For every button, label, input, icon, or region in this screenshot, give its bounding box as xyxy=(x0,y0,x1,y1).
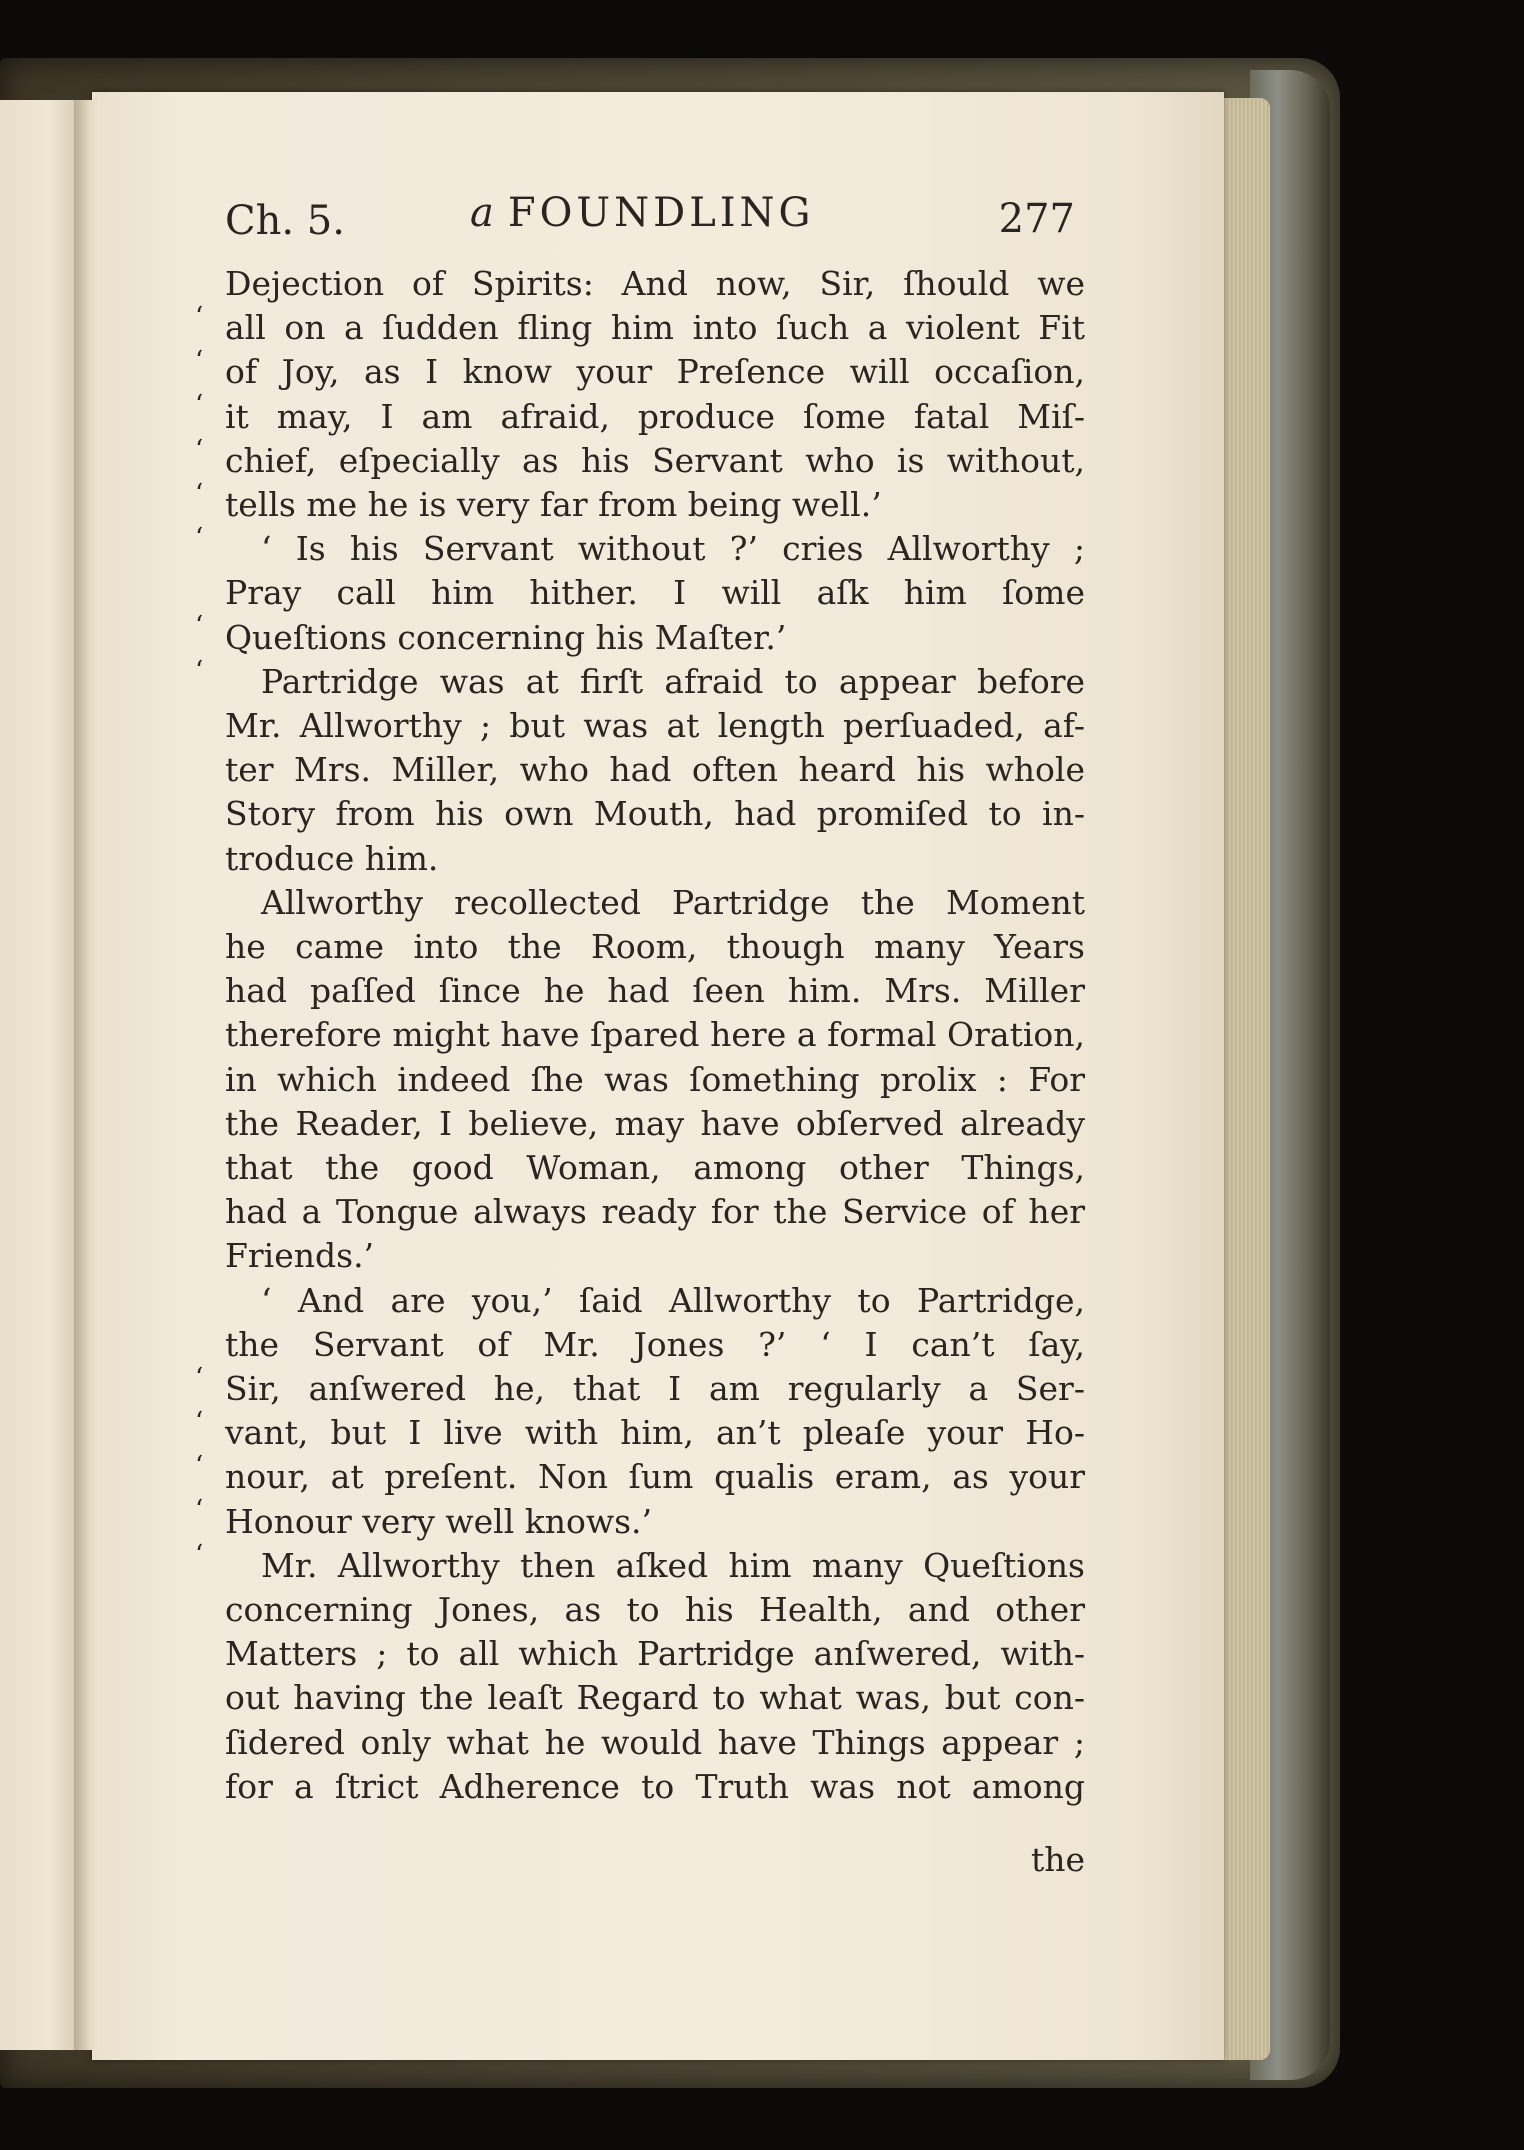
line-text: the Reader, I believe, may have obſerved already xyxy=(225,1103,1085,1143)
line-text: Sir, anſwered he, that I am regularly a Ser- xyxy=(225,1369,1085,1408)
text-line xyxy=(225,704,1085,748)
line-text: it may, I am afraid, produce ſome fatal Miſ- xyxy=(225,396,1085,436)
line-text: concerning Jones, as to his Health, and other xyxy=(225,1590,1085,1629)
quote-mark-glyph: ‘ xyxy=(195,1362,204,1393)
running-title-prefix: a xyxy=(470,190,498,236)
text-line xyxy=(225,881,1085,925)
line-text: Partridge was at firſt afraid to appear before xyxy=(261,661,1085,701)
quote-mark-glyph: ‘ xyxy=(195,1539,204,1570)
line-text: Queſtions concerning his Maſter.’ xyxy=(225,617,787,657)
text-line xyxy=(225,527,1085,571)
line-text: out having the leaſt Regard to what was, but con- xyxy=(225,1678,1085,1718)
book-gutter xyxy=(74,100,100,2050)
text-line xyxy=(225,1279,1085,1323)
text-line xyxy=(225,837,1085,881)
text-line xyxy=(225,1190,1085,1234)
line-text: had a Tongue always ready for the Service of her xyxy=(225,1192,1085,1232)
line-text: troduce him. xyxy=(225,838,439,878)
text-line xyxy=(225,792,1085,836)
text-line xyxy=(225,1544,1085,1588)
quote-mark-glyph: ‘ xyxy=(195,1407,204,1437)
text-line xyxy=(225,1234,1085,1278)
line-text: for a ſtrict Adherence to Truth was not among xyxy=(225,1766,1085,1806)
line-text: Honour very well knows.’ xyxy=(225,1501,653,1541)
text-line xyxy=(225,1676,1085,1720)
quote-mark-glyph: ‘ xyxy=(195,390,204,421)
text-line xyxy=(225,1102,1085,1146)
line-text: he came into the Room, though many Years xyxy=(225,927,1085,966)
running-title-text: FOUNDLING xyxy=(507,190,815,236)
line-text: Friends.’ xyxy=(225,1236,375,1276)
text-line xyxy=(225,1013,1085,1057)
left-page xyxy=(0,100,82,2050)
text-line xyxy=(225,1058,1085,1102)
text-line xyxy=(225,1765,1085,1809)
running-head xyxy=(225,190,1085,252)
text-line xyxy=(225,1632,1085,1676)
quote-mark-glyph: ‘ xyxy=(195,655,204,686)
text-line xyxy=(225,969,1085,1013)
quote-mark-glyph: ‘ xyxy=(195,523,204,553)
line-text: Mr. Allworthy ; but was at length perſuaded, af- xyxy=(225,706,1085,745)
line-text: the Servant of Mr. Jones ?’ ‘ I can’t ſay, xyxy=(225,1324,1085,1364)
line-text: Mr. Allworthy then aſked him many Queſtions xyxy=(261,1545,1085,1585)
quote-mark-glyph: ‘ xyxy=(195,302,204,332)
line-text: ſidered only what he would have Things appear ; xyxy=(225,1722,1085,1762)
line-text: Dejection of Spirits: And now, Sir, ſhould we xyxy=(225,264,1085,303)
quote-mark-glyph: ‘ xyxy=(195,1451,204,1482)
quote-mark-glyph: ‘ xyxy=(195,1495,204,1526)
quote-mark-glyph: ‘ xyxy=(195,434,204,465)
line-text: ‘ Is his Servant without ?’ cries Allworthy ; xyxy=(261,529,1085,569)
line-text: therefore might have ſpared here a formal Oration, xyxy=(225,1015,1085,1055)
line-text: ‘ And are you,’ ſaid Allworthy to Partridge, xyxy=(261,1280,1085,1320)
quote-mark-glyph: ‘ xyxy=(195,478,204,509)
text-line xyxy=(225,660,1085,704)
line-text: Story from his own Mouth, had promiſed to in- xyxy=(225,794,1085,834)
quote-mark-glyph: ‘ xyxy=(195,611,204,642)
line-text: Allworthy recollected Partridge the Moment xyxy=(261,882,1085,922)
line-text: vant, but I live with him, an’t pleaſe your Ho- xyxy=(225,1413,1085,1453)
line-text: nour, at preſent. Non ſum qualis eram, as your xyxy=(225,1457,1085,1497)
running-title xyxy=(470,190,815,236)
line-text: that the good Woman, among other Things, xyxy=(225,1148,1085,1187)
line-text: Matters ; to all which Partridge anſwered, with- xyxy=(225,1634,1085,1674)
line-text: chief, eſpecially as his Servant who is without, xyxy=(225,440,1085,480)
quote-mark-glyph: ‘ xyxy=(195,346,204,377)
text-line xyxy=(225,1146,1085,1190)
line-text: had paſſed ſince he had ſeen him. Mrs. Miller xyxy=(225,971,1085,1011)
line-text: of Joy, as I know your Preſence will occaſion, xyxy=(225,352,1085,392)
line-text: Pray call him hither. I will aſk him ſome xyxy=(225,573,1085,613)
page-number: 277 xyxy=(998,196,1075,242)
line-text: ter Mrs. Miller, who had often heard his whole xyxy=(225,750,1085,790)
text-line xyxy=(225,1721,1085,1765)
line-text: all on a ſudden fling him into ſuch a violent Fit xyxy=(225,308,1085,348)
text-line xyxy=(225,748,1085,792)
line-text: tells me he is very far from being well.’ xyxy=(225,485,882,524)
catchword: the xyxy=(1030,1840,1085,1879)
text-line xyxy=(225,1588,1085,1632)
text-line xyxy=(225,925,1085,969)
line-text: in which indeed ſhe was ſomething prolix : For xyxy=(225,1059,1085,1099)
chapter-label: Ch. 5. xyxy=(225,198,345,244)
